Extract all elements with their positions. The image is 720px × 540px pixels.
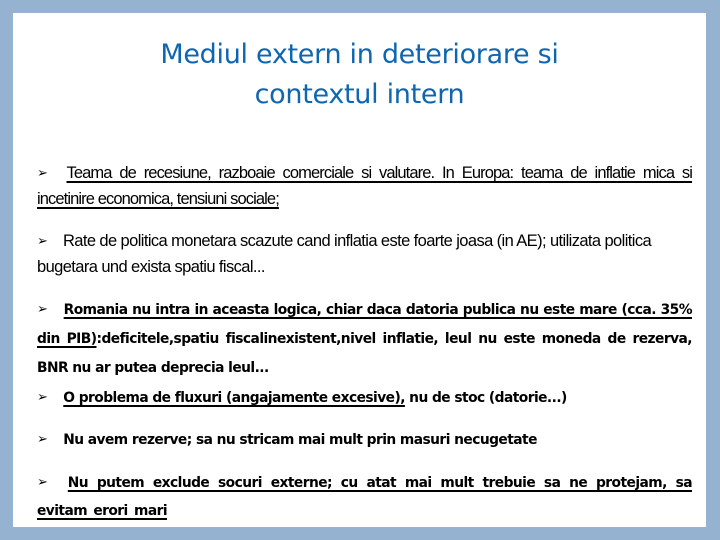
bullet-3-underlined-text: Romania nu intra in aceasta logica, chiar daca datoria publica nu este mare (cca. 35% din PIB) (37, 302, 692, 347)
arrow-bullet-icon: ➢ (37, 475, 48, 490)
bullet-3-text: :deficitele,spatiu fiscalinexistent,nivel inflatie, leul nu este moneda de rezerva, BNR nu ar putea deprecia leul... (37, 331, 692, 376)
bullet-2-text: Rate de politica monetara scazute cand inflatia este foarte joasa (in AE); utilizata politica bugetara und exista spatiu fiscal... (37, 232, 652, 276)
bullet-item-4 (37, 385, 692, 411)
bullet-item-5 (37, 427, 692, 453)
bullet-1-underlined-text: Teama de recesiune, razboaie comerciale si valutare. In Europa: teama de inflatie mica si incetinire economica, tensiuni sociale; (37, 164, 693, 208)
bullet-6-underlined-text: Nu putem exclude socuri externe; cu atat mai mult trebuie sa ne protejam, sa evitam erori mari (37, 475, 692, 519)
bullet-5-text: Nu avem rezerve; sa nu stricam mai mult prin masuri necugetate (63, 432, 537, 448)
arrow-bullet-icon: ➢ (37, 390, 48, 405)
arrow-bullet-icon: ➢ (37, 233, 48, 248)
slide-title (13, 35, 706, 115)
slide (13, 13, 706, 527)
bullet-item-3 (37, 295, 692, 383)
bullet-4-underlined-text: O problema de fluxuri (angajamente excesive), (63, 390, 405, 406)
title-line-2: contextul intern (254, 79, 465, 110)
bullet-item-1 (37, 160, 692, 212)
bullet-4-text: nu de stoc (datorie...) (404, 390, 567, 406)
bullet-item-6 (37, 469, 692, 525)
bullet-item-2 (37, 228, 692, 280)
arrow-bullet-icon: ➢ (37, 165, 47, 180)
arrow-bullet-icon: ➢ (37, 432, 48, 447)
title-line-1: Mediul extern in deteriorare si (160, 39, 559, 70)
arrow-bullet-icon: ➢ (37, 302, 48, 317)
